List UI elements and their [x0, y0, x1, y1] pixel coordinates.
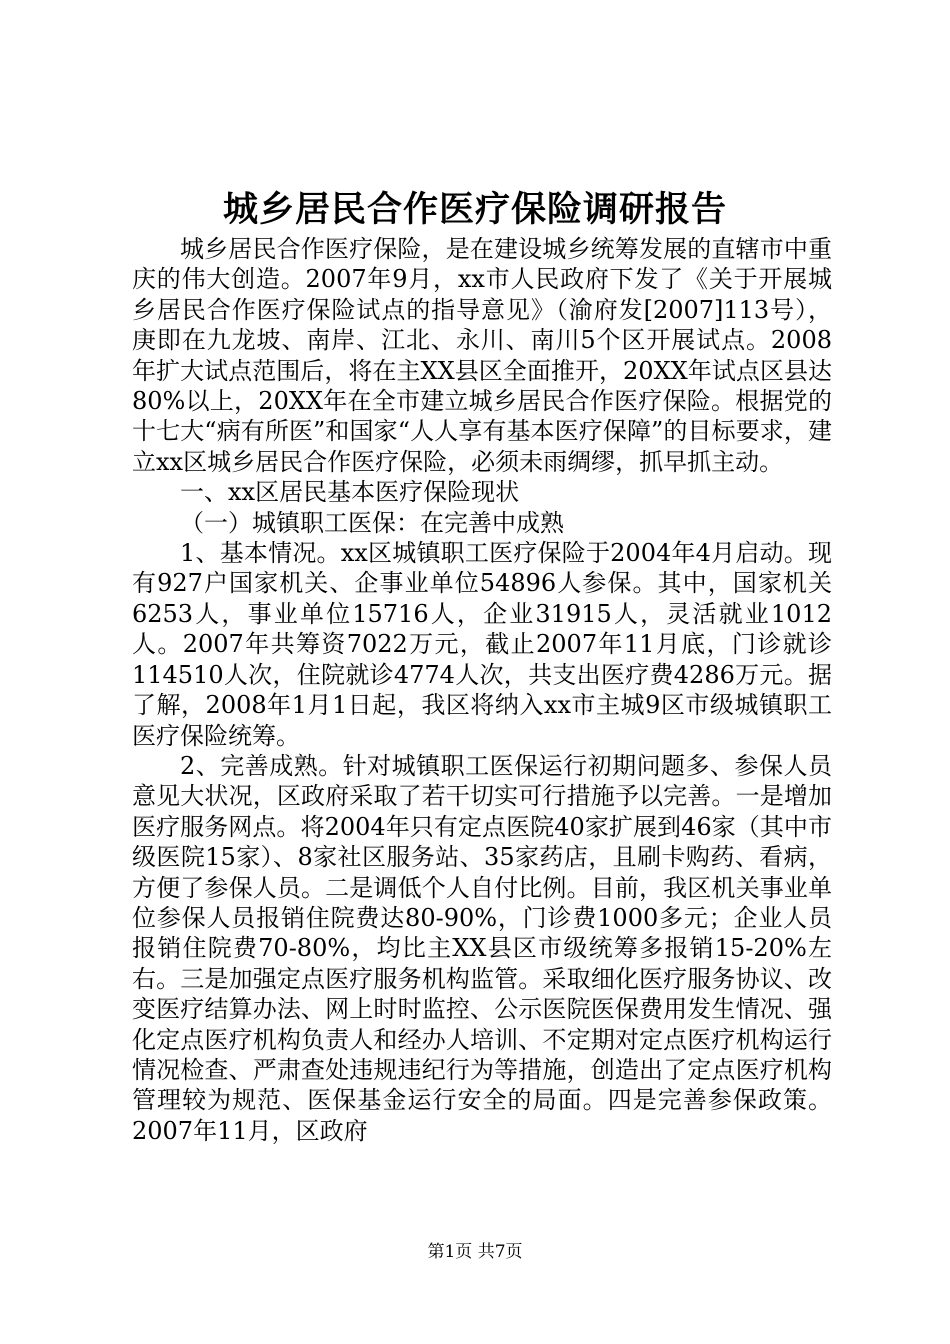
page-number-footer: 第1页 共7页 — [427, 1242, 523, 1262]
subsection-heading-1: （一）城镇职工医保：在完善中成熟 — [180, 508, 564, 537]
document-body — [132, 234, 832, 1146]
paragraph-intro: 城乡居民合作医疗保险，是在建设城乡统筹发展的直辖市中重庆的伟大创造。2007年9月，xx市人民政府下发了《关于开展城乡居民合作医疗保险试点的指导意见》（渝府发[2007]113号），庚即在九龙坡、南岸、江北、永川、南川5个区开展试点。2008年扩大试点范围后，将在主XX县区全面推开，20XX年试点区县达80%以上，20XX年在全市建立城乡居民合作医疗保险。根据党的十七大“病有所医”和国家“人人享有基本医疗保障”的目标要求，建立xx区城乡居民合作医疗保险，必须未雨绸缪，抓早抓主动。 — [132, 235, 832, 476]
section-heading-1: 一、xx区居民基本医疗保险现状 — [180, 478, 520, 507]
document-title: 城乡居民合作医疗保险调研报告 — [222, 189, 727, 230]
paragraph-improvement: 2、完善成熟。针对城镇职工医保运行初期问题多、参保人员意见大状况，区政府采取了若干切实可行措施予以完善。一是增加医疗服务网点。将2004年只有定点医院40家扩展到46家（其中市级医院15家）、8家社区服务站、35家药店，且刷卡购药、看病，方便了参保人员。二是调低个人自付比例。目前，我区机关事业单位参保人员报销住院费达80-90%，门诊费1000多元；企业人员报销住院费70-80%，均比主XX县区市级统筹多报销15-20%左右。三是加强定点医疗服务机构监管。采取细化医疗服务协议、改变医疗结算办法、网上时时监控、公示医院医保费用发生情况、强化定点医疗机构负责人和经办人培训、不定期对定点医疗机构运行情况检查、严肃查处违规违纪行为等措施，创造出了定点医疗机构管理较为规范、医保基金运行安全的局面。四是完善参保政策。2007年11月，区政府 — [132, 751, 832, 1145]
paragraph-basic-situation: 1、基本情况。xx区城镇职工医疗保险于2004年4月启动。现有927户国家机关、企事业单位54896人参保。其中，国家机关6253人，事业单位15716人，企业31915人，灵活就业1012人。2007年共筹资7022万元，截止2007年11月底，门诊就诊114510人次，住院就诊4774人次，共支出医疗费4286万元。据了解，2008年1月1日起，我区将纳入xx市主城9区市级城镇职工医疗保险统筹。 — [132, 539, 832, 750]
